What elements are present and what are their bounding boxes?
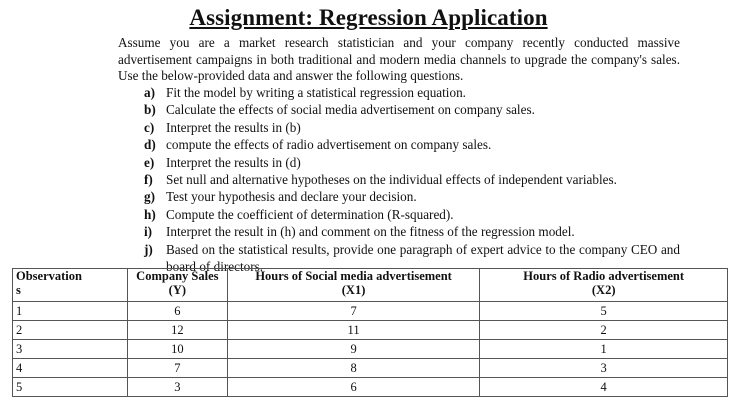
assignment-title: Assignment: Regression Application: [189, 5, 548, 30]
question-item: [144, 206, 680, 223]
cell-radio: 3: [480, 359, 728, 378]
table-header-row: [13, 269, 728, 302]
cell-sales: 12: [127, 321, 227, 340]
cell-radio: 1: [480, 340, 728, 359]
table-row: [13, 359, 728, 378]
question-text: Set null and alternative hypotheses on the individual effects of independent variables.: [166, 172, 617, 188]
question-label: a): [144, 85, 155, 100]
question-item: [144, 101, 680, 118]
cell-social-media: 8: [227, 359, 480, 378]
question-label: h): [144, 206, 156, 222]
table-row: [13, 340, 728, 359]
cell-observation: 4: [13, 359, 128, 378]
cell-observation: 5: [13, 378, 128, 397]
question-item: [144, 171, 680, 188]
cell-radio: 5: [480, 302, 728, 321]
cell-sales: 10: [127, 340, 227, 359]
question-item: [144, 188, 680, 205]
header-radio-hours: Hours of Radio advertisement (X2): [480, 269, 728, 302]
question-item: [144, 154, 680, 171]
question-item: [144, 223, 680, 240]
intro-paragraph: Assume you are a market research statistician and your company recently conducted massive advertisement campaigns in both traditional and modern media channels to upgrade the company's sales. Use the below-provided data and answer the following questions.: [118, 35, 680, 83]
question-item: [144, 136, 680, 153]
question-item: [144, 84, 680, 101]
question-label: b): [144, 102, 156, 118]
question-label: e): [144, 154, 155, 170]
question-text: compute the effects of radio advertisement on company sales.: [166, 137, 492, 153]
question-label: f): [144, 172, 153, 188]
question-label: j): [144, 241, 153, 257]
table-row: [13, 378, 728, 397]
question-text: Compute the coefficient of determination (R-squared).: [166, 206, 454, 222]
question-text: Based on the statistical results, provide one paragraph of expert advice to the company CEO and board of directors.: [166, 241, 680, 275]
header-company-sales: Company Sales (Y): [127, 269, 227, 302]
question-label: i): [144, 224, 153, 240]
question-item: [144, 119, 680, 136]
header-social-media-hours: Hours of Social media advertisement (X1): [227, 269, 480, 302]
question-text: Interpret the result in (h) and comment on the fitness of the regression model.: [166, 224, 575, 240]
question-label: d): [144, 137, 156, 153]
cell-social-media: 11: [227, 321, 480, 340]
question-text: Interpret the results in (d): [166, 154, 301, 170]
cell-observation: 3: [13, 340, 128, 359]
cell-social-media: 7: [227, 302, 480, 321]
cell-observation: 2: [13, 321, 128, 340]
cell-sales: 7: [127, 359, 227, 378]
header-observations: Observation s: [13, 269, 128, 302]
cell-social-media: 6: [227, 378, 480, 397]
question-text: Test your hypothesis and declare your decision.: [166, 189, 417, 205]
cell-radio: 4: [480, 378, 728, 397]
cell-sales: 6: [127, 302, 227, 321]
question-label: g): [144, 189, 155, 205]
question-text: Calculate the effects of social media advertisement on company sales.: [166, 102, 535, 118]
cell-social-media: 9: [227, 340, 480, 359]
cell-radio: 2: [480, 321, 728, 340]
question-label: c): [144, 119, 155, 135]
table-row: [13, 302, 728, 321]
table-row: [13, 321, 728, 340]
question-text: Interpret the results in (b): [166, 119, 301, 135]
cell-observation: 1: [13, 302, 128, 321]
question-text: Fit the model by writing a statistical regression equation.: [166, 85, 466, 100]
cell-sales: 3: [127, 378, 227, 397]
question-list: [144, 84, 680, 275]
data-table: [12, 268, 728, 397]
